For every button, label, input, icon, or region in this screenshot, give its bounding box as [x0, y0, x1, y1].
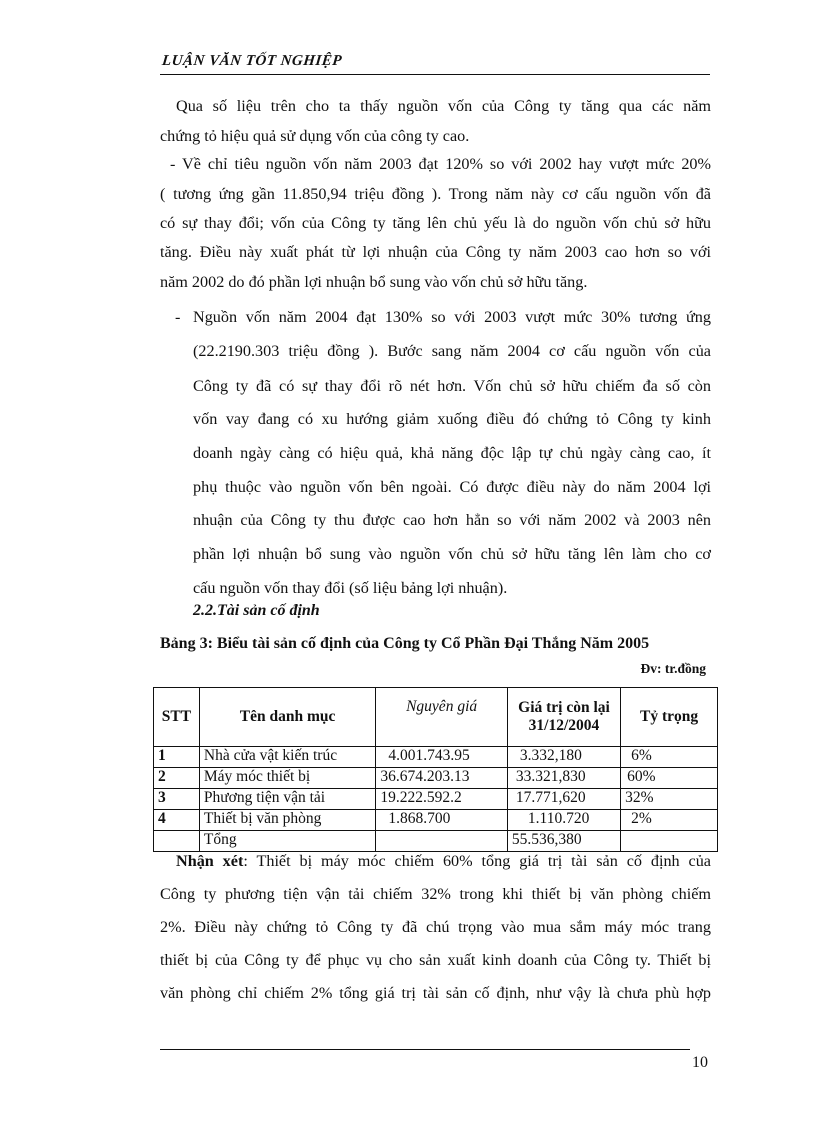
cell-total-remaining: 55.536,380 [507, 831, 620, 852]
header-remaining-line2: 31/12/2004 [528, 717, 600, 734]
paragraph-line: doanh ngày càng có hiệu quả, khả năng độc lập tự chủ ngày càng cao, ít [193, 444, 711, 462]
paragraph-line: - Về chỉ tiêu nguồn vốn năm 2003 đạt 120% so với 2002 hay vượt mức 20% [170, 155, 711, 173]
fixed-assets-table [153, 687, 718, 852]
page-number: 10 [692, 1054, 708, 1071]
footer-rule [160, 1049, 690, 1050]
cell-name: Máy móc thiết bị [199, 768, 375, 789]
paragraph-line: Công ty đã có sự thay đổi rõ nét hơn. Vốn chủ sở hữu chiếm đa số còn [193, 377, 711, 395]
table-caption: Bảng 3: Biểu tài sản cố định của Công ty Cổ Phần Đại Thắng Năm 2005 [160, 635, 650, 652]
table-header-row [154, 688, 718, 747]
paragraph-line: Qua số liệu trên cho ta thấy nguồn vốn của Công ty tăng qua các năm [176, 97, 711, 115]
cell-stt: 2 [154, 768, 200, 789]
table-row [154, 747, 718, 768]
paragraph-line: (22.2190.303 triệu đồng ). Bước sang năm 2004 cơ cấu nguồn vốn của [193, 342, 711, 360]
cell-share: 2% [621, 810, 718, 831]
remark-line: 2%. Điều này chứng tỏ Công ty đã chú trọng vào mua sắm máy móc trang [160, 918, 711, 936]
cell-name: Thiết bị văn phòng [199, 810, 375, 831]
section-title: 2.2.Tài sản cố định [193, 602, 320, 619]
header-title: LUẬN VĂN TỐT NGHIỆP [161, 53, 343, 69]
paragraph-line: có sự thay đổi; vốn của Công ty tăng lên chủ yếu là do nguồn vốn chủ sở hữu [160, 214, 711, 232]
paragraph-line: năm 2002 do đó phần lợi nhuận bổ sung vào vốn chủ sở hữu tăng. [160, 273, 588, 291]
paragraph-line: chứng tỏ hiệu quả sử dụng vốn của công ty cao. [160, 127, 470, 145]
table-total-row [154, 831, 718, 852]
remark-label: Nhận xét [176, 852, 244, 870]
page-header [160, 50, 710, 75]
cell-original: 4.001.743.95 [376, 747, 508, 768]
paragraph-line: tăng. Điều này xuất phát từ lợi nhuận của Công ty năm 2003 cao hơn so với [160, 243, 711, 261]
paragraph-line: Nguồn vốn năm 2004 đạt 130% so với 2003 vượt mức 30% tương ứng [193, 308, 711, 326]
header-name: Tên danh mục [199, 688, 375, 747]
cell-stt: 3 [154, 789, 200, 810]
bullet-dash: - [175, 308, 181, 326]
cell-stt: 4 [154, 810, 200, 831]
cell-remaining: 1.110.720 [507, 810, 620, 831]
paragraph-line: nhuận của Công ty thu được cao hơn hẳn so với năm 2002 và 2003 nên [193, 511, 711, 529]
header-stt: STT [154, 688, 200, 747]
remark-text: : Thiết bị máy móc chiếm 60% tổng giá trị tài sản cố định của [243, 852, 711, 870]
cell-remaining: 3.332,180 [507, 747, 620, 768]
paragraph-line: cấu nguồn vốn thay đổi (số liệu bảng lợi nhuận). [193, 579, 508, 597]
cell-share: 60% [621, 768, 718, 789]
cell-total-label: Tổng [199, 831, 375, 852]
table-row [154, 768, 718, 789]
header-remaining-line1: Giá trị còn lại [518, 699, 610, 716]
cell-empty [154, 831, 200, 852]
header-share: Tỷ trọng [621, 688, 718, 747]
table-unit: Đv: tr.đồng [640, 661, 706, 676]
table-row [154, 810, 718, 831]
remark-line: Công ty phương tiện vận tải chiếm 32% trong khi thiết bị văn phòng chiếm [160, 885, 711, 903]
cell-remaining: 33.321,830 [507, 768, 620, 789]
remark-line: thiết bị của Công ty để phục vụ cho sản xuất kinh doanh của Công ty. Thiết bị [160, 951, 711, 969]
paragraph-line: phụ thuộc vào nguồn vốn bên ngoài. Có được điều này do năm 2004 lợi [193, 478, 711, 496]
paragraph-line: vốn vay đang có xu hướng giảm xuống điều đó chứng tỏ Công ty kinh [193, 410, 711, 428]
cell-original: 1.868.700 [376, 810, 508, 831]
cell-empty [621, 831, 718, 852]
header-remaining-value [507, 688, 620, 747]
cell-name: Phương tiện vận tải [199, 789, 375, 810]
table-row [154, 789, 718, 810]
cell-name: Nhà cửa vật kiến trúc [199, 747, 375, 768]
paragraph-line: phần lợi nhuận bổ sung vào nguồn vốn chủ sở hữu tăng lên làm cho cơ [193, 545, 711, 563]
header-original-price: Nguyên giá [376, 688, 508, 747]
cell-remaining: 17.771,620 [507, 789, 620, 810]
remark-line [176, 851, 711, 871]
cell-original: 36.674.203.13 [376, 768, 508, 789]
cell-stt: 1 [154, 747, 200, 768]
cell-empty [376, 831, 508, 852]
cell-share: 32% [621, 789, 718, 810]
remark-line: văn phòng chỉ chiếm 2% tổng giá trị tài sản cố định, như vậy là chưa phù hợp [160, 984, 711, 1002]
cell-share: 6% [621, 747, 718, 768]
cell-original: 19.222.592.2 [376, 789, 508, 810]
paragraph-line: ( tương ứng gần 11.850,94 triệu đồng ). Trong năm này cơ cấu nguồn vốn đã [160, 185, 711, 203]
